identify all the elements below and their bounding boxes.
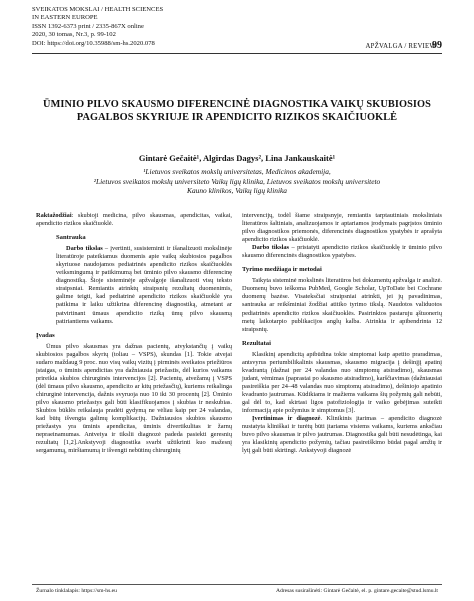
summary-heading: Santrauka [56, 234, 86, 242]
results-heading: Rezultatai [242, 339, 271, 347]
journal-header [32, 6, 163, 48]
page-number: 99 [432, 40, 442, 51]
abstract-block [56, 234, 232, 326]
summary-paragraph [56, 245, 232, 325]
journal-line: IN EASTERN EUROPE [32, 14, 98, 22]
affiliations [30, 167, 444, 196]
affiliation-line: Kauno klinikos, Vaikų ligų klinika [187, 186, 287, 196]
author-list: Gintarė Gečaitė¹, Algirdas Dagys², Lina Jankauskaitė¹ [138, 153, 336, 163]
results-paragraph: Klasikinį apendicitą apibūdina tokie simptomai kaip apetito praradimas, antsvyrus periumbilikalinis skausmas, skausmo migracija į dešinįjį apatinį kvadrantą (dažnai per 24 valandas nuo simptomų atsiradimo), skausmas judant, vėmimas (paprastai po skausmo atsiradimo), karščiavimas (dažniausiai pasireiškia per 24–48 valandas nuo simptomų atsiradimo), dešiniojo apatinio kvadranto jautrumas. Kūdikiams ir mažiems vaikams šių požymių gali nebūti, gal dėl to, kad skirtasi ligos patofiziologija ir vaiko gebėjimas suteikti informaciją apie požymius ir simptomus [3]. [242, 350, 442, 415]
evaluation-paragraph [242, 415, 442, 455]
goal-label: Darbo tikslas [252, 244, 290, 252]
header-divider [32, 53, 442, 54]
correspondence-address: Adresas susirašinėti: Gintarė Gečaitė, el. p. gintare.gecaite@stud.lsmu.lt [275, 588, 438, 594]
right-column [242, 212, 442, 455]
evaluation-label: Įvertinimas ir diagnozė [252, 415, 321, 423]
evaluation-text: . Klinikinis įtarimas – apendicito diagnozė nustatyta kliniškai ir turėtų būti įtariama visiems vaikams, kuriems anksčiau buvo pilvo skausmas ir pilvo jautrumas. Diagnostika gali būti nesudėtinga, kai yra klasikinių apendicito požymių, tačiau pasireiškimo būdai pagal amžių ir lytį gali būti skirtingi. Ankstyvoji diagnozė [242, 415, 442, 455]
journal-line: SVEIKATOS MOKSLAI / HEALTH SCIENCES [32, 6, 164, 13]
methods-heading: Tyrimo medžiaga ir metodai [242, 266, 322, 274]
summary-text: – įvertinti, susisteminti ir išanalizuoti mokslinėje literatūroje pateikiamus duomenis apie vaikų skubiosios pagalbos skyriuose naudojamos pediatrinės apendicito rizikos skaičiuoklės veiksmingumą ir patikimumą bei ūminio pilvo skausmo diferencinę diagnostiką. Šioje sisteminėje apžvalgoje išanalizuoti visų teksto straipsniai. Remiantis atrinktų straipsnių rezultatų duomenimis, galime teigti, kad pediatrinė apendicito rizikos skaičiuoklė yra patikima ir laiku užtikrina diferencinę diagnostiką, atmetant ar patvirtinant ūmaus apendicito riziką ūmų pilvo skausmą patiriantiems vaikams. [56, 245, 232, 325]
journal-line: ISSN 1392-6373 print / 2335-867X online [32, 22, 144, 30]
summary-label: Darbo tikslas [66, 245, 103, 253]
intro-paragraph: Ūmus pilvo skausmas yra dažnas pacientų, atvykstančių į vaikų skubiosios pagalbos skyrių (toliau – VSPS), skundas [1]. Tokie atvejai sudaro maždaug 9 proc. nuo visų vaikų vizitų į pirminės sveikatos priežiūros įstaigas, o ūminis apendicitas yra dažniausia priežastis, dėl kurios vaikams prireikia skubios chirurginės intervencijos [2]. Pacientų, atvežamų į VSPS (dėl ūmaus pilvo skausmo, apendicito ar kitų priežasčių), kuriems reikalinga chirurginė intervencija, dažnis svyruoja nuo 10 iki 30 procentų [2]. Ūminio pilvo skausmo priežastys gali būti klasifikuojamos į skubias ir neskubias. Skubios būklės reikalauja pradėti gydymą ne vėliau kaip per 24 valandas, kad būtų išvengta galimų komplikacijų. Dažniausios skubios skausmo priežastys yra ūminis apendicitas, ūminis divertikulitas ir žarnų nepraeinamumas. Antveiya ir tikslii diagnozė padeda pasiekti geresnių rezultatų [1,2].Ankstyvoji diagnostika svarbi užtikrinti kuo mažesnį sergamumą, mirštamumą ir išvengti nebūtinų chirurginių [36, 342, 232, 455]
keywords [36, 212, 232, 228]
affiliation-line: ¹Lietuvos sveikatos mokslų universitetas, Medicinos akademija, [143, 167, 331, 176]
intro-heading: Įvadas [36, 331, 55, 339]
left-column [36, 212, 232, 455]
article-title: ŪMINIO PILVO SKAUSMO DIFERENCINĖ DIAGNOSTIKA VAIKŲ SKUBIOSIOS PAGALBOS SKYRIUJE IR APENDICITO RIZIKOS SKAIČIUOKLĖ [43, 99, 431, 123]
section-label: APŽVALGA / REVIEW [365, 43, 436, 50]
keywords-text: : skubioji medicina, pilvo skausmas, apendicitas, vaikai, apendicito rizikos skaičiuoklė. [36, 212, 232, 228]
footer-divider [32, 584, 442, 585]
methods-paragraph: Taikyta sisteminė mokslinės literatūros bei dokumentų apžvalga ir analizė. Duomenų buvo ieškoma PubMed, Google Scholar, UpToDate bei Cochrane duomenų bazėse. Visateksčiai straipsniai atrinkti, jei jų pavadinimas, santrauka ar reikšminiai žodžiai atitiko tyrimo tikslą. Naudotos validuotos pediatrinės apendicito rizikos skaičiuoklės. Pasirinktos pastaruju ąštuonerių metų laikotarpio publikacijos anglų kalba. Atrinkta ir apibendrinta 12 straipsnių. [242, 277, 442, 333]
goal-text: – pristatyti apendicito rizikos skaičiuoklę ir ūminio pilvo skausmo diferencinės diagnostikos ypatybes. [242, 244, 442, 260]
intro-continuation: intervencijų, todėl šiame straipsnyje, remiantis tarptautiniais moksliniais literatūros šaltiniais, analizuojamos ir aptariamos įrodymais pagrįstos ūminio pilvo diagnostikos priemonės, diferencinės diagnostikos ypatybės ir aprašyta apendicito rizikos skaičiuoklė. [242, 212, 442, 244]
affiliation-line: ²Lietuvos sveikatos mokslų universiteto Vaikų ligų klinika, Lietuvos sveikatos mokslų universiteto [93, 176, 381, 186]
keywords-label: Raktažodžiai [36, 212, 72, 219]
journal-website[interactable]: Žurnalo tinklalapis: https://sm-hs.eu [36, 588, 117, 594]
goal-paragraph [242, 244, 442, 260]
journal-line: 2020, 30 tomas, Nr.3, p. 99-102 [32, 31, 116, 39]
doi-link[interactable]: DOI: https://doi.org/10.35988/sm-hs.2020.078 [32, 39, 155, 47]
